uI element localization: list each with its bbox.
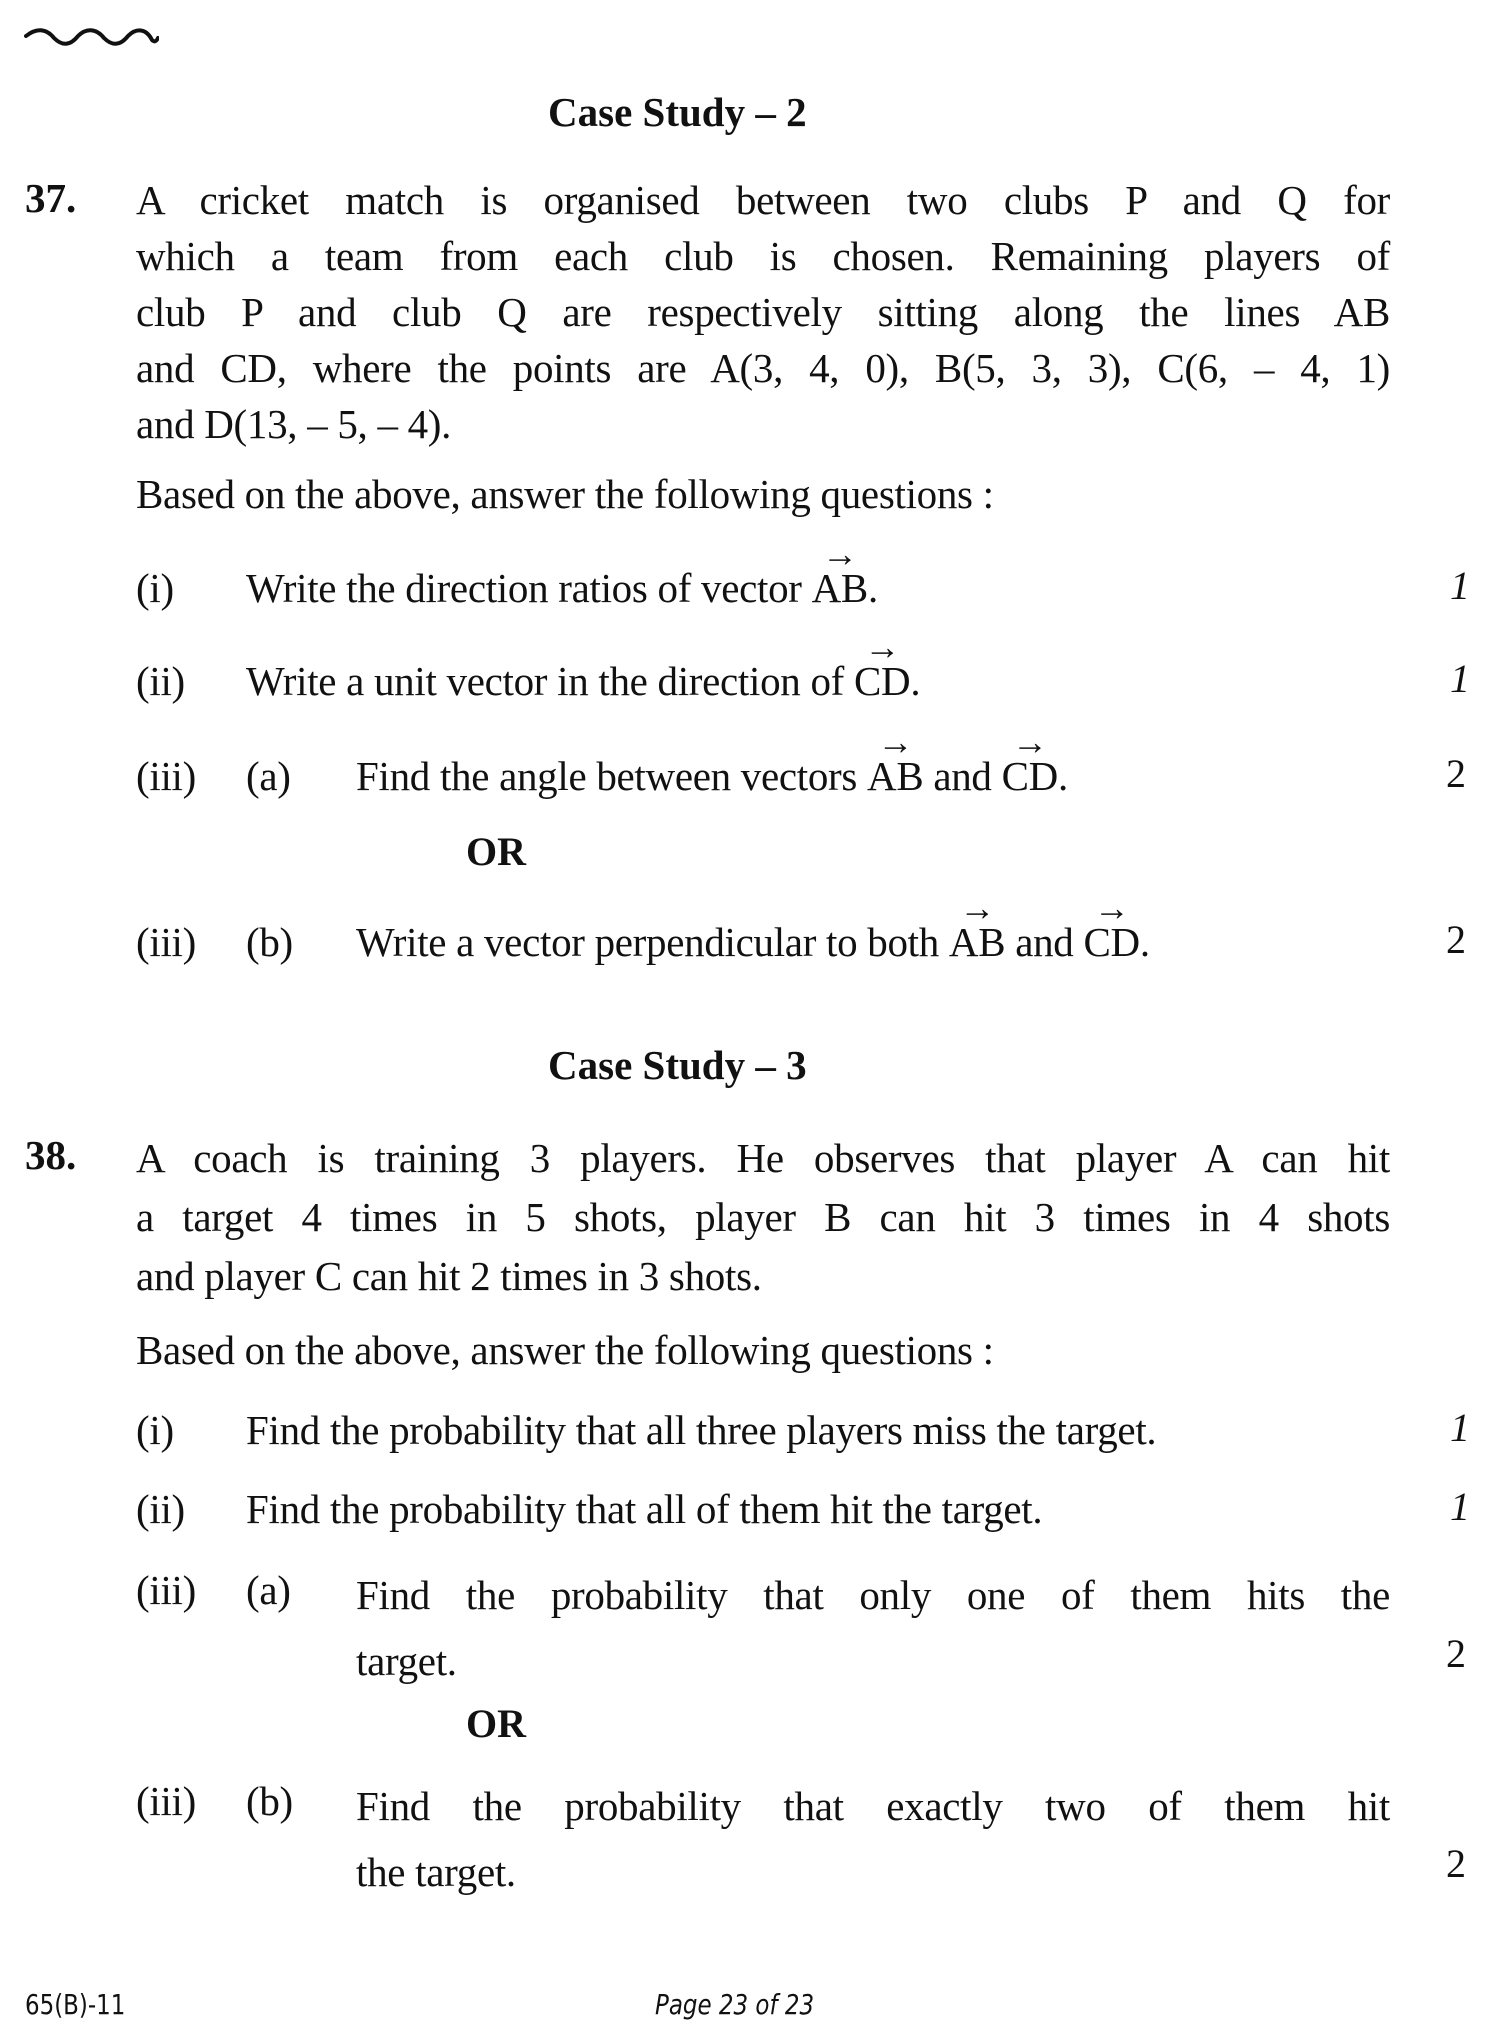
q37-line-3: club P and club Q are respectively sitting along the lines AB [136, 289, 1390, 335]
question-37-text [136, 172, 1390, 452]
q38-iii-b-line-1: Find the probability that exactly two of them hit [356, 1783, 1390, 1829]
wave-mark-icon [24, 26, 159, 52]
q37-iii-b-pre: Write a vector perpendicular to both [356, 919, 949, 965]
q37-iii-b-text [356, 914, 1150, 970]
q37-ii-post: . [910, 658, 921, 704]
q37-i-label: (i) [136, 565, 174, 611]
case-study-2-heading: Case Study – 2 [548, 89, 807, 135]
vector-ab: → AB [812, 560, 868, 616]
q38-iii-a-line-2: target. [356, 1638, 457, 1684]
q37-iii-a-label: (iii) [136, 753, 196, 799]
q38-iii-b-sub: (b) [246, 1778, 293, 1824]
q37-iii-b-post: . [1139, 919, 1150, 965]
q37-iii-a-post: . [1057, 753, 1068, 799]
q38-or: OR [466, 1701, 526, 1746]
question-38-text [136, 1129, 1390, 1306]
q37-prompt: Based on the above, answer the following questions : [136, 471, 994, 517]
q37-iii-a-mid: and [923, 753, 1002, 799]
q37-ii-marks: 1 [1450, 656, 1470, 701]
q37-i-text [246, 560, 878, 616]
q38-ii-text: Find the probability that all of them hit the target. [246, 1486, 1043, 1532]
q38-iii-b-line-2: the target. [356, 1849, 516, 1895]
q37-iii-b-marks: 2 [1446, 917, 1466, 962]
q37-iii-a-marks: 2 [1446, 751, 1466, 796]
footer-code: 65(B)-11 [25, 1988, 126, 2021]
q37-ii-label: (ii) [136, 658, 185, 704]
q38-line-2: a target 4 times in 5 shots, player B can hit 3 times in 4 shots [136, 1194, 1390, 1240]
vector-ab: → AB [867, 748, 923, 804]
q37-ii-text [246, 653, 920, 709]
question-38-number: 38. [25, 1132, 77, 1178]
footer-page-number: Page 23 of 23 [655, 1988, 815, 2021]
q38-i-marks: 1 [1450, 1405, 1470, 1450]
q37-i-post: . [867, 565, 878, 611]
q37-iii-a-text [356, 748, 1068, 804]
q38-prompt: Based on the above, answer the following questions : [136, 1327, 994, 1373]
q38-iii-a-marks: 2 [1446, 1631, 1466, 1676]
q37-i-pre: Write the direction ratios of vector [246, 565, 812, 611]
case-study-3-heading: Case Study – 3 [548, 1042, 807, 1088]
q38-iii-a-line-1: Find the probability that only one of them hits the [356, 1572, 1390, 1618]
q37-iii-b-label: (iii) [136, 919, 196, 965]
q38-iii-b-label: (iii) [136, 1778, 196, 1824]
q38-iii-a-sub: (a) [246, 1567, 291, 1613]
q37-ii-pre: Write a unit vector in the direction of [246, 658, 854, 704]
q37-iii-a-sub: (a) [246, 753, 291, 799]
q38-line-1: A coach is training 3 players. He observes that player A can hit [136, 1135, 1390, 1181]
q37-iii-a-pre: Find the angle between vectors [356, 753, 868, 799]
q38-iii-a-text [356, 1562, 1390, 1694]
q38-i-label: (i) [136, 1407, 174, 1453]
q37-i-marks: 1 [1450, 563, 1470, 608]
q37-or: OR [466, 829, 526, 874]
q37-line-1: A cricket match is organised between two clubs P and Q for [136, 177, 1390, 223]
q37-line-4: and CD, where the points are A(3, 4, 0), B(5, 3, 3), C(6, – 4, 1) [136, 345, 1390, 391]
vector-cd: → CD [854, 653, 910, 709]
q38-iii-b-text [356, 1773, 1390, 1905]
q38-ii-marks: 1 [1450, 1484, 1470, 1529]
q38-iii-a-label: (iii) [136, 1567, 196, 1613]
vector-ab: → AB [949, 914, 1005, 970]
q38-ii-label: (ii) [136, 1486, 185, 1532]
question-37-number: 37. [25, 175, 77, 221]
q37-line-2: which a team from each club is chosen. Remaining players of [136, 233, 1390, 279]
q38-i-text: Find the probability that all three players miss the target. [246, 1407, 1157, 1453]
vector-cd: → CD [1083, 914, 1139, 970]
q37-line-5: and D(13, – 5, – 4). [136, 401, 452, 447]
vector-cd: → CD [1002, 748, 1058, 804]
q37-iii-b-mid: and [1005, 919, 1084, 965]
q38-iii-b-marks: 2 [1446, 1841, 1466, 1886]
q38-line-3: and player C can hit 2 times in 3 shots. [136, 1253, 762, 1299]
q37-iii-b-sub: (b) [246, 919, 293, 965]
